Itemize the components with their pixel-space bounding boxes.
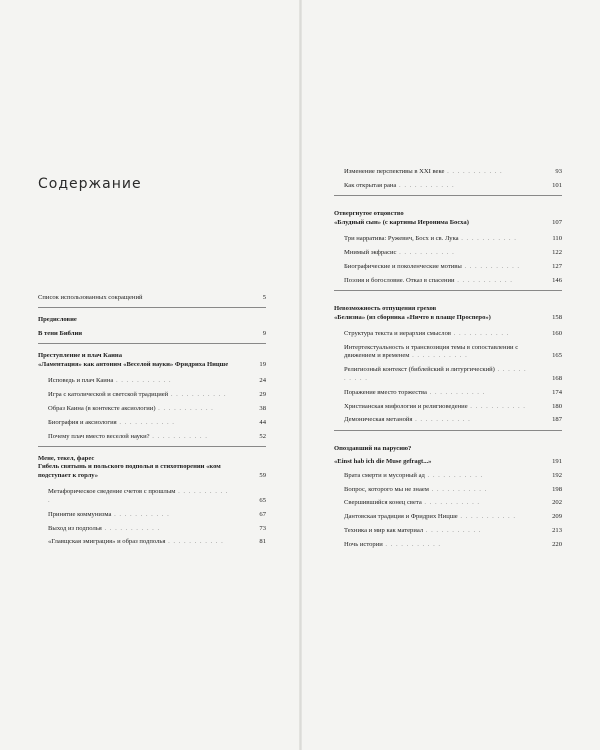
toc-subentry[interactable]: Интертекстуальность и трансвозиция темы в сопоставлении с движением и временем . . . 165	[344, 344, 562, 361]
toc-subentry[interactable]: Метафорическое сведение счетов с прошлым . . . 65	[48, 488, 266, 505]
toc-subentry[interactable]: Принятие коммунизма . . . 67	[48, 511, 266, 519]
section-heading: Опоздавший на парусию?	[334, 444, 412, 452]
toc-entry-title: «Блудный сын» (с картины Иеронима Босха)	[334, 218, 469, 226]
toc-entry-title: Список использованных сокращений	[38, 294, 143, 301]
toc-subentry[interactable]: Свершившийся конец света . . . 202	[344, 499, 562, 507]
toc-subentry[interactable]: Образ Каина (в контексте аксиологии) . . . 38	[48, 405, 266, 413]
toc-left-column	[38, 294, 266, 547]
toc-subentry[interactable]: Почему плач вместо веселой науки? . . . 52	[48, 433, 266, 441]
toc-subentry[interactable]: Поэзия и богословие. Отказ в спасении . . . 146	[344, 277, 562, 285]
toc-subentry[interactable]: Техника и мир как материал . . . 213	[344, 527, 562, 535]
toc-subentry[interactable]: Демоническая метанойя . . . 187	[344, 416, 562, 424]
toc-entry-page: 107	[552, 218, 562, 226]
toc-subentry[interactable]: Христианская мифология и религиоведение . . . 180	[344, 403, 562, 411]
toc-subentry[interactable]: Вопрос, которого мы не знаем . . . 198	[344, 486, 562, 494]
toc-entry-page: 9	[262, 329, 266, 337]
toc-entry-mene[interactable]	[38, 463, 266, 480]
section-heading: Невозможность отпущения грехов	[334, 305, 437, 313]
toc-entry-title: Гибель святынь и польского подполья в стихотворении «ком подступает к горлу»	[38, 463, 221, 479]
toc-entry-preface[interactable]	[38, 330, 266, 338]
toc-subentry[interactable]: Мнимый экфрасис . . . 122	[344, 249, 562, 257]
page-title: Содержание	[38, 176, 142, 192]
toc-entry-title: В тени Библии	[38, 329, 83, 337]
toc-subentry[interactable]: Биографические и поколенческие мотивы . . . 127	[344, 263, 562, 271]
toc-entry-title: «Ламентация» как антоним «Веселой науки» Фридриха Ницше	[38, 360, 229, 368]
toc-entry-page: 5	[262, 294, 266, 301]
toc-entry-father[interactable]	[334, 219, 562, 227]
book-gutter	[299, 0, 302, 750]
toc-subentry[interactable]: Игра с католической и светской традицией . . . 29	[48, 391, 266, 399]
toc-subentry[interactable]: «Главщская эмиграция» и образ подполья . . . 81	[48, 538, 266, 546]
toc-entry-page: 191	[552, 458, 562, 466]
toc-entry-sins[interactable]	[334, 314, 562, 322]
toc-entry-title: «Белизна» (из сборника «Ничто в плаще Просперо»)	[334, 313, 491, 321]
toc-entry-page: 59	[259, 471, 266, 479]
toc-right-column	[334, 168, 562, 550]
toc-entry-page: 158	[552, 313, 562, 321]
toc-subentry[interactable]: Три нарратива: Ружевич, Босх и св. Лука . . . 110	[344, 235, 562, 243]
section-heading: Отвергнутое отцовство	[334, 210, 404, 218]
toc-subentry[interactable]: Изменение перспективы в XXI веке . . . 93	[344, 168, 562, 176]
toc-entry-abbrev[interactable]	[38, 294, 266, 302]
section-heading: Предисловие	[38, 316, 77, 324]
toc-subentry[interactable]: Дантовская традиция и Фридрих Ницше . . . 209	[344, 513, 562, 521]
section-heading: Мене, текел, фарес	[38, 455, 95, 463]
toc-subentry[interactable]: Ночь истории . . . 220	[344, 541, 562, 549]
toc-subentry[interactable]: Как открытая рана . . . 101	[344, 182, 562, 190]
section-heading: Преступление и плач Каина	[38, 352, 123, 360]
toc-subentry[interactable]: Биография и аксиология . . . 44	[48, 419, 266, 427]
toc-entry-cain[interactable]	[38, 361, 266, 369]
toc-subentry[interactable]: Структура текста и иерархия смыслов . . . 160	[344, 330, 562, 338]
toc-subentry[interactable]: Исповедь и плач Каина . . . 24	[48, 377, 266, 385]
toc-entry-page: 19	[259, 360, 266, 368]
toc-subentry[interactable]: Поражение вместо торжества . . . 174	[344, 389, 562, 397]
toc-subentry[interactable]: Религиозный контекст (библейский и литургический) . . . 168	[344, 366, 562, 383]
toc-subentry[interactable]: Врата смерти и мусорный ад . . . 192	[344, 472, 562, 480]
toc-entry-title: «Einst hab ich die Muse gefragt...»	[334, 458, 432, 466]
toc-subentry[interactable]: Выход из подполья . . . 73	[48, 525, 266, 533]
toc-entry-parousia[interactable]	[334, 458, 562, 466]
